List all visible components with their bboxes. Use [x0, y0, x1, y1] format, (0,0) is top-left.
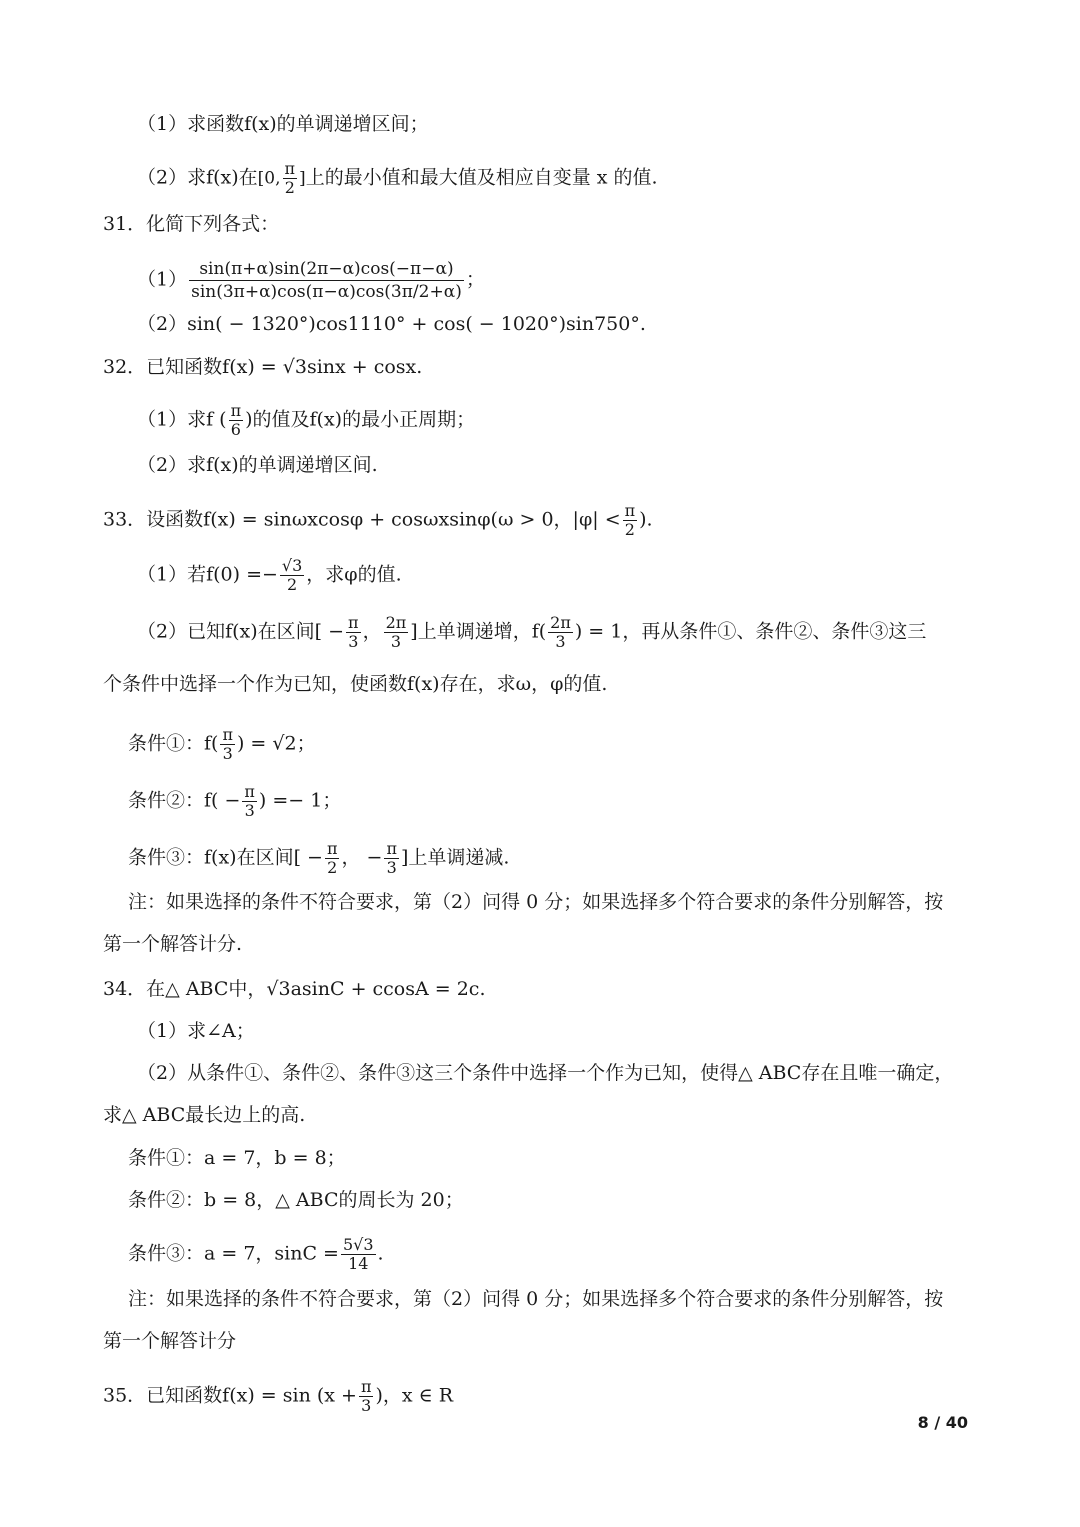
q33-note: 注：如果选择的条件不符合要求，第（2）问得 0 分；如果选择多个符合要求的条件分别解答，按 — [128, 891, 944, 913]
c34-3-fraction — [341, 1236, 376, 1273]
q33-part2-frac3-den: 3 — [555, 632, 566, 651]
q31-part1-label: （1） — [137, 268, 188, 291]
q32-part1-text-b: )的值及f(x)的最小正周期； — [245, 408, 476, 431]
q33-part2-frac2-num: 2π — [385, 613, 407, 632]
q33-part1-fraction-den: 2 — [287, 575, 298, 594]
cond3-fraction1-num: π — [326, 839, 338, 858]
q33-part1-fraction — [280, 557, 304, 594]
cond3-fraction1 — [325, 840, 340, 877]
q34-condition3 — [128, 1236, 384, 1273]
cond3-text-a: 条件③：f(x)在区间[ − — [128, 846, 323, 869]
q32-part1-text-a: （1）求f ( — [137, 408, 227, 431]
q33-part2-frac1 — [346, 614, 361, 651]
q34-condition1: 条件①：a = 7，b = 8； — [128, 1147, 346, 1169]
q33-note-continued: 第一个解答计分. — [103, 933, 243, 955]
q33-part2-frac3 — [548, 614, 573, 651]
q34-title: 34．在△ ABC中，√3asinC + ccosA = 2c. — [103, 978, 486, 1000]
q33-part2-text-a: （2）已知f(x)在区间[ − — [137, 620, 345, 643]
q33-part2-frac2 — [384, 614, 409, 651]
cond2-text-b: ) =− 1； — [258, 789, 342, 812]
cond1-text-a: 条件①：f( — [128, 732, 219, 755]
q31-fraction-den: sin(3π+α)cos(π−α)cos(3π/2+α) — [191, 282, 462, 302]
q35-text-a: 35．已知函数f(x) = sin (x + — [103, 1384, 357, 1407]
q31-fraction-num: sin(π+α)sin(2π−α)cos(−π−α) — [189, 258, 464, 281]
q33-part2-continued: 个条件中选择一个作为已知，使函数f(x)存在，求ω，φ的值. — [103, 673, 608, 695]
q34-part2: （2）从条件①、条件②、条件③这三个条件中选择一个作为已知，使得△ ABC存在且唯一确定， — [137, 1062, 954, 1084]
q35-text-b: )，x ∈ R — [375, 1384, 454, 1407]
q33-part2-frac3-num: 2π — [550, 613, 571, 632]
q30-part2 — [137, 160, 658, 197]
cond2-fraction-num: π — [244, 782, 255, 801]
cond2-fraction — [242, 783, 257, 820]
q33-condition2 — [128, 783, 341, 820]
cond3-text-b: ， − — [341, 846, 383, 869]
q32-fraction-den: 6 — [230, 420, 241, 439]
q33-fraction — [623, 502, 638, 539]
q33-text-b: ). — [639, 508, 653, 531]
c34-3-fraction-num: 5√3 — [342, 1235, 374, 1254]
cond1-fraction — [220, 726, 235, 763]
q33-part1-text-a: （1）若f(0) =− — [137, 563, 278, 586]
q30-part1: （1）求函数f(x)的单调递增区间； — [137, 113, 429, 135]
q30-part2-text-a: （2）求f(x)在 — [137, 166, 258, 189]
q33-part2-frac1-num: π — [348, 613, 359, 632]
q34-note: 注：如果选择的条件不符合要求，第（2）问得 0 分；如果选择多个符合要求的条件分别解答，按 — [128, 1288, 944, 1310]
q34-condition2: 条件②：b = 8，△ ABC的周长为 20； — [128, 1189, 464, 1211]
q33-part1 — [137, 557, 402, 594]
q33-condition1 — [128, 726, 316, 763]
cond1-text-b: ) = √2； — [236, 732, 316, 755]
q33-part2-text-c: ]上单调递增，f( — [410, 620, 547, 643]
q33-condition3 — [128, 840, 509, 877]
cond2-fraction-den: 3 — [244, 801, 255, 820]
c34-3-text-b: . — [377, 1242, 384, 1265]
q33-text-a: 33．设函数f(x) = sinωxcosφ + cosωxsinφ(ω > 0，|φ| < — [103, 508, 621, 531]
q30-interval-left: [0, — [257, 168, 281, 189]
q31-title: 31．化简下列各式： — [103, 213, 280, 235]
q32-fraction — [229, 402, 244, 439]
q31-part1 — [137, 258, 485, 303]
q31-part2: （2）sin( − 1320°)cos1110° + cos( − 1020°)sin750°. — [137, 313, 646, 335]
q33-fraction-den: 2 — [624, 520, 635, 539]
q33-part2-text-b: ， — [362, 620, 382, 643]
q33-part2 — [137, 614, 926, 651]
q34-note-continued: 第一个解答计分 — [103, 1330, 237, 1352]
q32-part1 — [137, 402, 475, 439]
q33-part2-frac2-den: 3 — [390, 632, 402, 651]
q33-part1-fraction-num: √3 — [281, 556, 303, 575]
c34-3-text-a: 条件③：a = 7，sinC = — [128, 1242, 339, 1265]
q30-interval-right: ] — [299, 168, 306, 189]
q33-title — [103, 502, 653, 539]
cond3-fraction2-num: π — [386, 839, 397, 858]
cond2-text-a: 条件②：f( − — [128, 789, 241, 812]
q30-part2-text-b: 上的最小值和最大值及相应自变量 x 的值. — [305, 166, 658, 189]
q35-fraction — [359, 1378, 374, 1415]
cond1-fraction-num: π — [222, 725, 233, 744]
cond3-text-c: ]上单调递减. — [400, 846, 510, 869]
q31-part1-end: ； — [465, 268, 485, 291]
q35-title — [103, 1378, 453, 1415]
q33-part2-frac1-den: 3 — [348, 632, 359, 651]
q32-part2: （2）求f(x)的单调递增区间. — [137, 454, 378, 476]
q35-fraction-den: 3 — [361, 1396, 372, 1415]
cond3-fraction2 — [384, 840, 399, 877]
q35-fraction-num: π — [360, 1377, 372, 1396]
q33-part2-text-d: ) = 1，再从条件①、条件②、条件③这三 — [574, 620, 927, 643]
q34-part2-continued: 求△ ABC最长边上的高. — [103, 1104, 306, 1126]
cond1-fraction-den: 3 — [222, 744, 233, 763]
q32-title: 32．已知函数f(x) = √3sinx + cosx. — [103, 356, 423, 378]
cond3-fraction1-den: 2 — [327, 858, 338, 877]
q32-fraction-num: π — [230, 401, 242, 420]
q30-fraction-num: π — [284, 159, 296, 178]
q31-fraction — [189, 258, 464, 303]
q30-fraction — [283, 160, 298, 197]
q33-part1-text-b: ，求φ的值. — [306, 563, 402, 586]
c34-3-fraction-den: 14 — [348, 1254, 369, 1273]
q34-part1: （1）求∠A； — [137, 1020, 255, 1042]
cond3-fraction2-den: 3 — [386, 858, 397, 877]
q30-fraction-den: 2 — [284, 178, 295, 197]
page-number: 8 / 40 — [917, 1413, 968, 1432]
q33-fraction-num: π — [624, 501, 636, 520]
